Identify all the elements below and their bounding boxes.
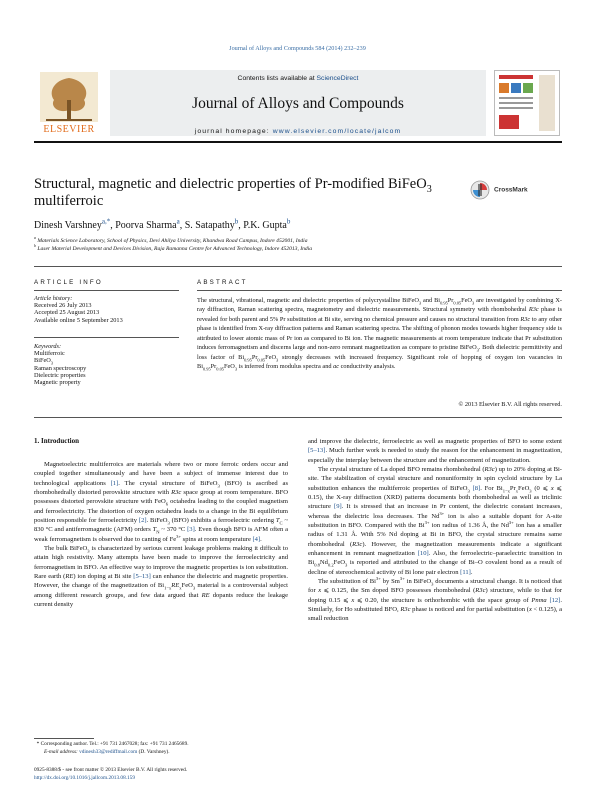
author-name[interactable]: S. Satapathy xyxy=(184,220,235,231)
article-title: Structural, magnetic and dielectric properties of Pr-modified BiFeO$_3$ multiferroic xyxy=(34,176,432,209)
keyword: Magnetic property xyxy=(34,379,81,387)
article-history: Article history: Received 26 July 2013 Accepted 25 August 2013 Available online 5 September 2013 xyxy=(34,295,123,324)
journal-title: Journal of Alloys and Compounds xyxy=(192,95,404,112)
sciencedirect-link[interactable]: ScienceDirect xyxy=(316,75,359,82)
keyword: BiFeO$_3$ xyxy=(34,357,53,366)
masthead-rule xyxy=(34,141,562,143)
doi-link[interactable]: http://dx.doi.org/10.1016/j.jallcom.2013.08.159 xyxy=(34,775,135,781)
article-info-heading: ARTICLE INFO xyxy=(34,279,103,286)
article-info-rule xyxy=(34,290,179,291)
history-rule xyxy=(34,337,179,338)
journal-homepage-link[interactable]: www.elsevier.com/locate/jalcom xyxy=(272,128,402,135)
doi-line xyxy=(34,775,274,782)
issn-line: 0925-8388/$ - see front matter © 2013 Elsevier B.V. All rights reserved. xyxy=(34,767,188,773)
elsevier-tree-icon xyxy=(34,70,104,124)
crossmark-icon xyxy=(470,180,490,200)
author-name[interactable]: Poorva Sharma xyxy=(115,220,177,231)
author-name[interactable]: P.K. Gupta xyxy=(243,220,287,231)
elsevier-logo[interactable] xyxy=(34,70,104,136)
affiliation-rule xyxy=(34,266,562,267)
keyword: Raman spectroscopy xyxy=(34,364,87,372)
journal-banner xyxy=(110,70,486,136)
journal-citation[interactable]: Journal of Alloys and Compounds 584 (2014) 232–239 xyxy=(229,45,366,52)
affiliation: $^a$ Materials Science Laboratory, School of Physics, Devi Ahilya University, Khandwa Road Campus, Indore 452001, India xyxy=(34,236,308,244)
abstract-text: The structural, vibrational, magnetic and dielectric properties of polycrystalline BiFeO$_3$ and $Bi_{0.95}Pr_{0.05}FeO_3$ are investigated by combining X-ray diffraction, Raman scattering spectra, magnetometry and dielectric measurements. Structural symmetry with rhombohedral R3c phase is revealed for both parent and 5% Pr substitution at Bi site, serving no chemical pressure and causes no structural transition from R3c to any other phase is identified from X-ray diffraction patterns and Raman scattering spectra. The shifting of phonon modes towards higher frequency side is attributed to lower atomic mass of Pr ion as compared to Bi ion. The magnetic measurements at room temperature indicate that Pr substitution induces ferromagnetism and discerns large and non-zero remnant magnetization as compare to pristine BiFeO$_3$. Both dielectric permittivity and loss factor of $Bi_{0.95}Pr_{0.05}FeO_3$ strongly decreases with increased frequency. Significant role of hopping of oxygen ion vacancies in $Bi_{0.95}Pr_{0.05}FeO_3$ is inferred from modulus spectra and ac conductivity analysis. xyxy=(197,297,563,372)
crossmark-badge[interactable]: CrossMark xyxy=(470,180,560,200)
corresponding-author-note: * Corresponding author. Tel.: +91 731 2467028; fax: +91 731 2465689. xyxy=(34,741,189,747)
abstract-bottom-rule xyxy=(34,417,562,418)
section-heading: 1. Introduction xyxy=(34,437,79,445)
journal-cover-thumbnail[interactable] xyxy=(494,70,560,136)
keywords: Keywords: Multiferroic BiFeO$_3$ Raman spectroscopy Dielectric properties Magnetic property xyxy=(34,343,179,386)
keyword: Multiferroic xyxy=(34,350,65,358)
journal-homepage-line: journal homepage: www.elsevier.com/locate/jalcom xyxy=(194,128,402,135)
body-column-right: and improve the dielectric, ferroelectric as well as magnetic properties of BFO to some extent [5–13]. Much further work is needed to study the reason for the enhancement in magnetization, especially the interplay between the structure and the enhancement of magnetization. The crystal structure of La doped BFO remains rhombohedral (R3c) up to 20% doping at Bi-site. The stabilization of crystal structure and nonuniformity in spin cycloid structure by La substitution enhances the multiferroic properties of BiFeO$_3$ [8]. For $Bi_{1-x}Pr_xFeO_3$ (0 ⩽ x ⩽ 0.15), the X-ray diffraction (XRD) patterns documents both rhombohedral as well as triclinic structure [9]. It is stressed that an increase in Pr content, the dielectric constant increases, whereas the dielectric loss decreases. The $Nd^{3+}$ ion is also a suitable dopant for A-site substitution in BFO. Compared with the $Bi^{3+}$ ion radius of 1.36 Å, the $Nd^{3+}$ ion has a smaller radius of 1.31 Å. With 5% Nd doping at Bi in BFO, the crystal structure remains same rhombohedral (R3c). However, the magnetization measurements indicate a significant enhancement in remnant magnetization [10]. Also, the ferroelectric–paraelectric transition in $Bi_{0.8}Nd_{0.2}FeO_3$ is reported and attributed to the change of Bi–O covalent bond as a result of decline of stereochemical activity of Bi lone pair electron [11]. The substitution of $Bi^{3+}$ by $Sm^{3+}$ in BiFeO$_3$ documents a structural change. It is noticed that for x ⩽ 0.125, the Sm doped BFO possesses rhombohedral (R3c) structure, while to that for doping 0.15 ⩽ x ⩽ 0.20, the structure is orthorhombic with the space group of Pnma [12]. Similarly, for Ho substituted BFO, R3c phase is noticed and for partial substitution (x < 0.125), a small reduction xyxy=(308,438,563,623)
cover-image xyxy=(495,71,559,135)
keyword: Dielectric properties xyxy=(34,371,86,379)
abstract-rule xyxy=(197,290,562,291)
author-list: Dinesh Varshney$^{a,*}$, Poorva Sharma$^a$, S. Satapathy$^b$, P.K. Gupta$^b$ xyxy=(34,217,291,231)
author-name[interactable]: Dinesh Varshney xyxy=(34,220,102,231)
abstract-heading: ABSTRACT xyxy=(197,279,248,286)
contents-line: Contents lists available at ScienceDirect xyxy=(237,75,359,82)
affiliation: $^b$ Laser Material Development and Devices Division, Raja Ramanna Centre for Advanced Technology, Indore 452013, India xyxy=(34,244,313,252)
copyright-notice: © 2013 Elsevier B.V. All rights reserved. xyxy=(458,401,562,408)
email-link[interactable]: vdinesh33@rediffmail.com xyxy=(79,749,138,755)
elsevier-wordmark: ELSEVIER xyxy=(43,124,95,135)
body-column-left: Magnetoelectric multiferroics are materials where two or more ferroic orders occur and coupled together simultaneously and have been a subject of immense interest due to technological applications [1]. The crystal structure of BiFeO$_3$ (BFO) is ascribed as rhombohedrally distorted perovskite structure with R3c space group at room temperature. BFO possesses distorted perovskite structure with FeO$_6$ octahedra leading to the coupled magnetism and ferroelectricity. The distortion of oxygen octahedra leads to a change in the Bi equilibrium position responsible for ferroelectricity [2]. BiFeO$_3$ (BFO) exhibits a ferroelectric ordering $T_C$ ~ 830 °C and antiferromagnetic (AFM) orders $T_N$ ~ 370 °C [3]. Even though BFO is AFM often a weak ferromagnetism is observed due to canting of $Fe^{3+}$ spins at room temperature [4]. The bulk BiFeO$_3$ is characterized by serious current leakage problems making it difficult to attain high resistivity. Many attempts have been made to improve the ferroelectricity and ferromagnetism in BFO. An effective way to improve the magnetic properties is ion substitution. Rare earth (RE) ion doping at Bi site [5–13] can enhance the dielectric and magnetic properties. However, the change of the magnetization of $Bi_{1-x}RE_xFeO_3$ material is a controversial subject among different research groups, and few data argued that RE dopants reduce the leakage current density xyxy=(34,461,288,608)
email-note: E-mail address: vdinesh33@rediffmail.com (D. Varshney). xyxy=(44,749,170,755)
footnote-rule xyxy=(34,738,94,739)
